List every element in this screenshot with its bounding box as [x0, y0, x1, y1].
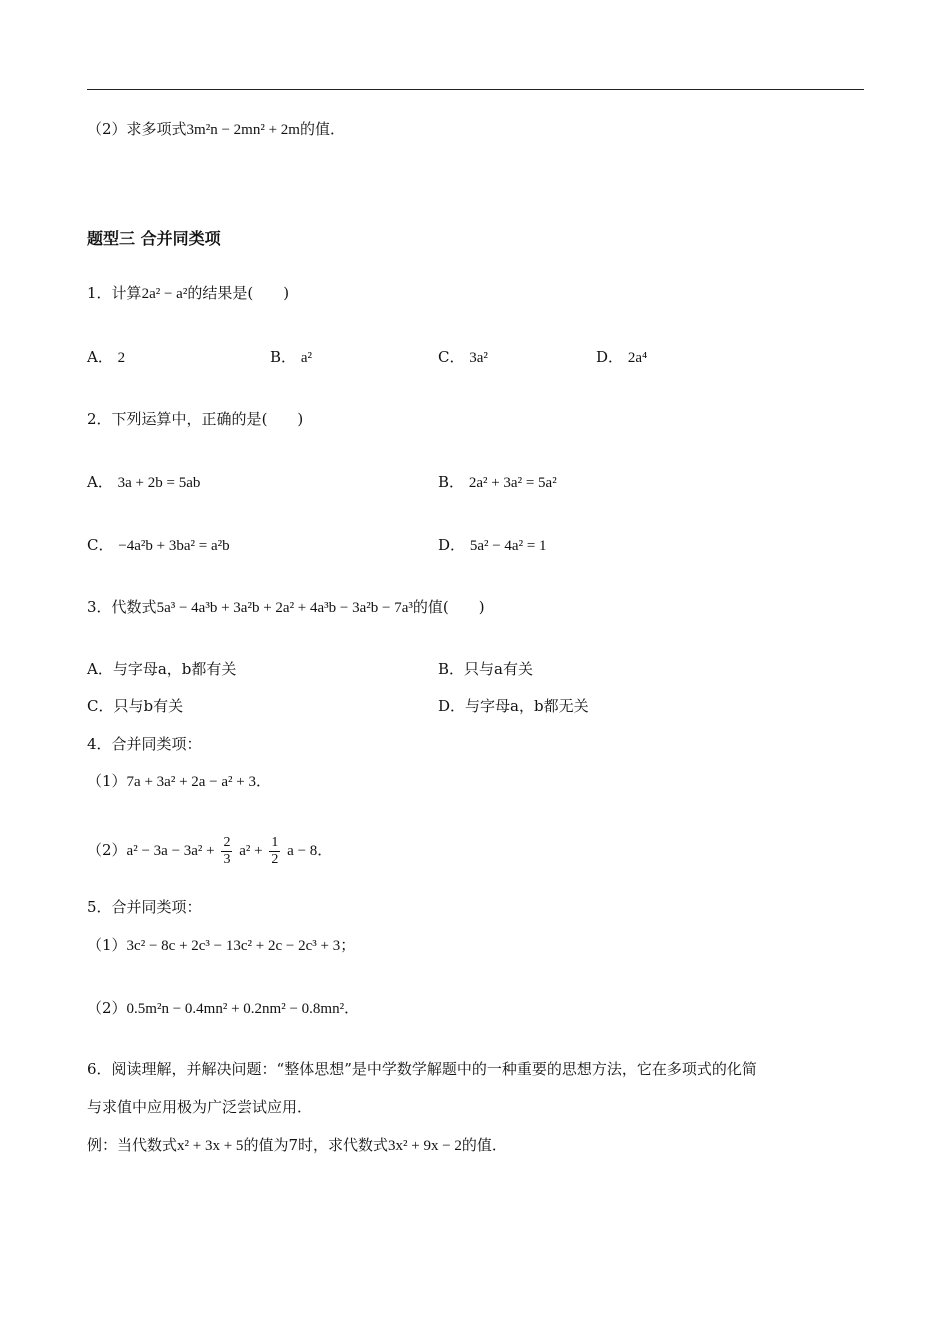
fraction-numerator: 1	[271, 834, 279, 850]
question-3	[87, 596, 485, 619]
question-text: 计算	[111, 284, 142, 302]
option-label: A．	[87, 348, 113, 366]
option-label: B．	[438, 473, 465, 491]
math-expr: 3m²n − 2mn² + 2m	[186, 122, 300, 138]
option-label: C．	[87, 697, 114, 715]
option-value: 3a + 2b = 5ab	[117, 475, 201, 491]
option-value: 与字母a，b都有关	[112, 660, 237, 678]
math-expr: 5a³ − 4a³b + 3a²b + 2a² + 4a³b − 3a²b − 7a³	[156, 600, 413, 616]
fraction	[269, 835, 280, 868]
question-number: 2．	[87, 410, 112, 428]
option-value: 与字母a，b都无关	[465, 697, 589, 715]
math-expr: a² +	[239, 843, 263, 859]
math-expr: a − 8	[287, 843, 318, 859]
q1-option-b[interactable]	[270, 346, 312, 369]
option-value: 5a² − 4a² = 1	[469, 538, 547, 554]
question-text: 的值	[412, 598, 443, 616]
punctuation: ．	[256, 772, 272, 790]
part-label: （1）	[87, 772, 127, 790]
punctuation: ；	[340, 936, 356, 954]
q3-option-d[interactable]	[438, 695, 589, 717]
option-value: 只与b有关	[113, 697, 184, 715]
q4-part-2	[87, 832, 332, 869]
question-6	[87, 1058, 757, 1080]
option-value: −4a²b + 3ba² = a²b	[118, 538, 230, 554]
math-expr: x² + 3x + 5	[177, 1138, 244, 1154]
question-number: 4．	[87, 735, 112, 753]
option-value: 只与a有关	[464, 660, 533, 678]
answer-blank: ( )	[442, 598, 485, 616]
q4-part-1	[87, 770, 271, 793]
fraction-denominator: 2	[271, 851, 279, 867]
q5-part-1	[87, 934, 355, 957]
section-title: 题型三 合并同类项	[87, 229, 221, 248]
answer-blank: ( )	[261, 410, 304, 428]
question-number: 3．	[87, 598, 112, 616]
math-expr: 3c² − 8c + 2c³ − 13c² + 2c − 2c³ + 3	[126, 938, 341, 954]
answer-blank: ( )	[247, 284, 290, 302]
math-expr: 7a + 3a² + 2a − a² + 3	[126, 774, 257, 790]
fraction-denominator: 3	[223, 851, 231, 867]
question-5	[87, 896, 202, 918]
option-label: A．	[87, 660, 113, 678]
question-text: 代数式	[111, 598, 157, 616]
question-number: 5．	[87, 898, 112, 916]
option-label: D．	[438, 697, 466, 715]
option-value: 2a² + 3a² = 5a²	[468, 475, 557, 491]
punctuation: ．	[317, 841, 333, 859]
q6-line-2: 与求值中应用极为广泛尝试应用．	[87, 1098, 313, 1116]
option-label: D．	[596, 348, 624, 366]
q3-option-b[interactable]	[438, 658, 533, 680]
q6-example	[87, 1134, 507, 1157]
q2-option-c[interactable]	[87, 534, 230, 557]
question-4	[87, 733, 202, 755]
example-text: 例：当代数式	[87, 1136, 178, 1154]
q2-option-b[interactable]	[438, 471, 557, 494]
q3-option-c[interactable]	[87, 695, 183, 717]
option-label: B．	[438, 660, 465, 678]
example-text: 的值为7时，求代数式	[243, 1136, 388, 1154]
question-text: 合并同类项：	[111, 735, 202, 753]
math-expr: 0.5m²n − 0.4mn² + 0.2nm² − 0.8mn²	[126, 1001, 345, 1017]
q1-option-a[interactable]	[87, 346, 125, 369]
option-value: a²	[300, 350, 312, 366]
q3-option-a[interactable]	[87, 658, 236, 680]
part-label: （2）求多项式	[87, 120, 187, 138]
option-label: D．	[438, 536, 466, 554]
q5-part-2	[87, 997, 359, 1020]
option-value: 2a⁴	[627, 350, 648, 366]
question-text: 下列运算中，正确的是	[111, 410, 262, 428]
option-label: C．	[438, 348, 465, 366]
option-label: C．	[87, 536, 114, 554]
question-text: 合并同类项：	[111, 898, 202, 916]
part-label: （2）	[87, 999, 127, 1017]
math-expr: a² − 3a − 3a² +	[126, 843, 215, 859]
question-2	[87, 408, 303, 430]
math-expr: 3x² + 9x − 2	[387, 1138, 462, 1154]
option-label: B．	[270, 348, 297, 366]
option-value: 2	[117, 350, 126, 366]
question-text: 的结果是	[187, 284, 248, 302]
question-1	[87, 282, 289, 305]
example-text: 的值．	[461, 1136, 507, 1154]
option-label: A．	[87, 473, 113, 491]
fraction-numerator: 2	[223, 834, 231, 850]
suffix-text: 的值．	[299, 120, 345, 138]
header-rule	[87, 89, 864, 90]
q1-option-d[interactable]	[596, 346, 647, 369]
math-expr: 2a² − a²	[141, 286, 188, 302]
part-label: （2）	[87, 841, 127, 859]
question-number: 6．	[87, 1060, 112, 1078]
option-value: 3a²	[469, 350, 488, 366]
q2-option-d[interactable]	[438, 534, 547, 557]
q1-option-c[interactable]	[438, 346, 488, 369]
prev-part-2	[87, 118, 345, 141]
q2-option-a[interactable]	[87, 471, 200, 494]
part-label: （1）	[87, 936, 127, 954]
question-number: 1．	[87, 284, 112, 302]
question-text: 阅读理解，并解决问题：“整体思想”是中学数学解题中的一种重要的思想方法，它在多项式的化简	[111, 1060, 757, 1078]
punctuation: ．	[344, 999, 360, 1017]
fraction	[221, 835, 232, 868]
